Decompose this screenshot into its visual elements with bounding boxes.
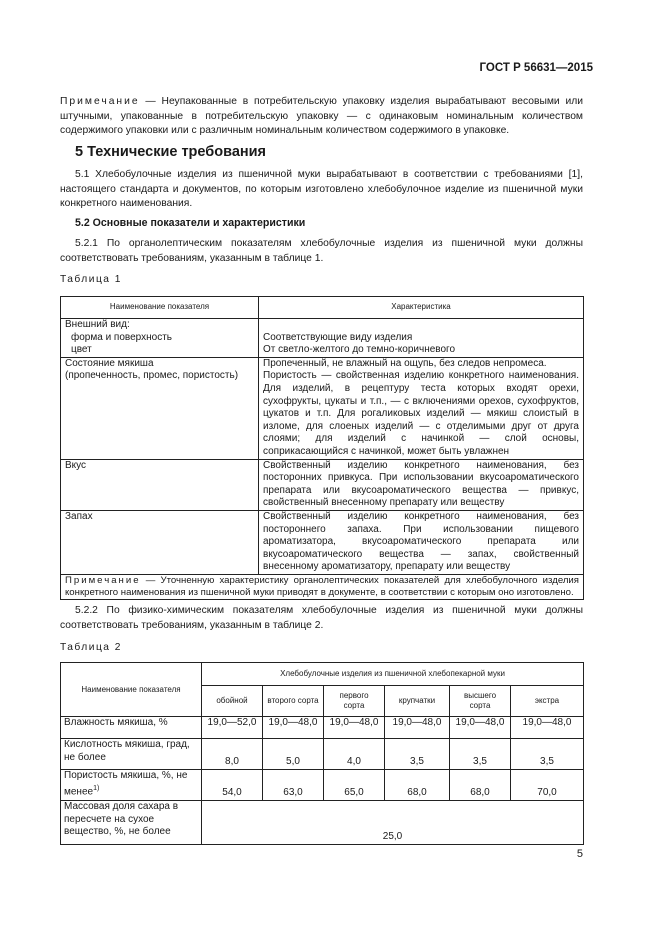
table2-row-name: Кислотность мякиша, град, не более [61,739,202,770]
grade-header: экстра [511,686,584,717]
table2-cell: 5,0 [263,739,324,770]
paragraph-5-1: 5.1 Хлебобулочные изделия из пшеничной муки вырабатывают в соответствии с требованиями [1], настоящего стандарта и документов, по которым изготовлено хлебобулочное изделие из пшеничной муки конкретного наименования. [60,169,583,210]
row-value-line: Пропеченный, не влажный на ощупь, без следов непромеса. [263,357,547,369]
table-row [61,717,584,739]
table1-note [61,574,584,599]
table2-cell: 19,0—48,0 [385,717,450,739]
row-name-line: цвет [71,344,92,356]
table1 [60,296,584,600]
table2-cell: 3,5 [450,739,511,770]
table1-caption: Таблица 1 [60,274,122,285]
table1-header-name: Наименование показателя [61,297,259,319]
table2-cell: 19,0—48,0 [324,717,385,739]
table2-merged-cell: 25,0 [202,801,584,845]
table2-cell: 19,0—48,0 [263,717,324,739]
row-name-line: форма и поверхность [71,331,172,343]
footnote-marker: 1) [93,784,100,792]
table2-row-name: Массовая доля сахара в пересчете на сухое вещество, %, не более [61,801,202,845]
table1-row-name [61,319,259,358]
table2-cell: 68,0 [450,770,511,801]
table2-header-row [61,663,584,686]
paragraph-5-2-1: 5.2.1 По органолептическим показателям хлебобулочные изделия из пшеничной муки должны соответствовать требованиям, указанным в таблице 1. [60,238,583,264]
table-row [61,739,584,770]
paragraph-5-2-2: 5.2.2 По физико-химическим показателям хлебобулочные изделия из пшеничной муки должны соответствовать требованиям, указанным в таблице 2. [60,605,583,631]
table2-row-name [61,770,202,801]
table2-row-name: Влажность мякиша, % [61,717,202,739]
table1-row-value: Свойственный изделию конкретного наименования, без постороннего запаха. При использовании пищевого ароматизатора, вкусоароматического препарата или вкусоароматического вещества — запах, свойственный внесенному ароматизатору, препарату или веществу [259,510,584,574]
row-name-line: Состояние мякиша [65,357,154,369]
table1-header-row [61,297,584,319]
table2 [60,662,584,845]
table-row [61,357,584,459]
row-name-line: (пропеченность, промес, пористость) [65,370,239,382]
table1-row-name: Вкус [61,459,259,510]
table2-cell: 3,5 [385,739,450,770]
section-5-title: 5 Технические требования [75,144,267,160]
table1-row-value: Свойственный изделию конкретного наименования, без посторонних привкуса. При использовании вкусоароматического препарата или вкусоароматического вещества — привкус, свойственный внесенному препарату или веществу [259,459,584,510]
grade-header: высшего сорта [450,686,511,717]
table2-header-group: Хлебобулочные изделия из пшеничной хлебопекарной муки [202,663,584,686]
table2-cell: 70,0 [511,770,584,801]
table1-row-value [259,319,584,358]
note-top-text: — Неупакованные в потребительскую упаковку изделия вырабатывают весовыми или штучными, упакованные в потребительскую упаковку — с одинаковым номинальным количеством содержимого упаковки или с различным номинальным количеством содержимого в упаковке. [60,96,583,137]
row-value-line: Соответствующие виду изделия [263,331,413,343]
grade-header: обойной [202,686,263,717]
table-row [61,459,584,510]
row-value-line [263,319,579,332]
table2-cell: 8,0 [202,739,263,770]
table-row [61,770,584,801]
table2-header-name: Наименование показателя [61,663,202,717]
table1-note-label: Примечание [65,574,141,586]
table2-cell: 68,0 [385,770,450,801]
table1-note-text: — Уточненную характеристику органолептических показателей для хлебобулочного изделия конкретного наименования из пшеничной муки приводят в документе, в соответствии с которым оно изготовлено. [65,574,579,599]
table-row [61,801,584,845]
grade-header: первого сорта [324,686,385,717]
table-row [61,510,584,574]
note-top-label: Примечание [60,96,140,107]
table2-cell: 19,0—52,0 [202,717,263,739]
table-row [61,319,584,358]
table2-cell: 4,0 [324,739,385,770]
table1-header-characteristic: Характеристика [259,297,584,319]
note-top [60,95,583,139]
table2-cell: 54,0 [202,770,263,801]
row-name-text: Пористость мякиша, %, не менее [64,770,188,797]
row-value-line: От светло-желтого до темно-коричневого [263,344,456,356]
table1-row-name: Запах [61,510,259,574]
table2-cell: 63,0 [263,770,324,801]
table2-cell: 3,5 [511,739,584,770]
page-number: 5 [576,848,583,860]
table2-cell: 19,0—48,0 [450,717,511,739]
table2-cell: 19,0—48,0 [511,717,584,739]
grade-header: крупчатки [385,686,450,717]
row-name-line: Внешний вид: [65,319,130,330]
row-value-line: Пористость — свойственная изделию конкретного наименования. Для изделий, в рецептуру теста которых входят орехи, сухофрукты, цукаты и т.п., — с включениями орехов, сухофруктов, цукатов и т.п. Для рогаликовых изделий — мякиш слоистый в изломе, для слоеных изделий — с отделимыми друг от друга слоями; для изделий с начинкой — слой основы, соприкасающийся с начинкой, может быть увлажнен [263,370,579,457]
table1-row-value [259,357,584,459]
table1-row-name [61,357,259,459]
section-5-2-title: 5.2 Основные показатели и характеристики [75,217,306,229]
standard-header: ГОСТ Р 56631—2015 [479,62,593,74]
table1-note-row [61,574,584,599]
table2-cell: 65,0 [324,770,385,801]
table2-caption: Таблица 2 [60,642,122,653]
grade-header: второго сорта [263,686,324,717]
